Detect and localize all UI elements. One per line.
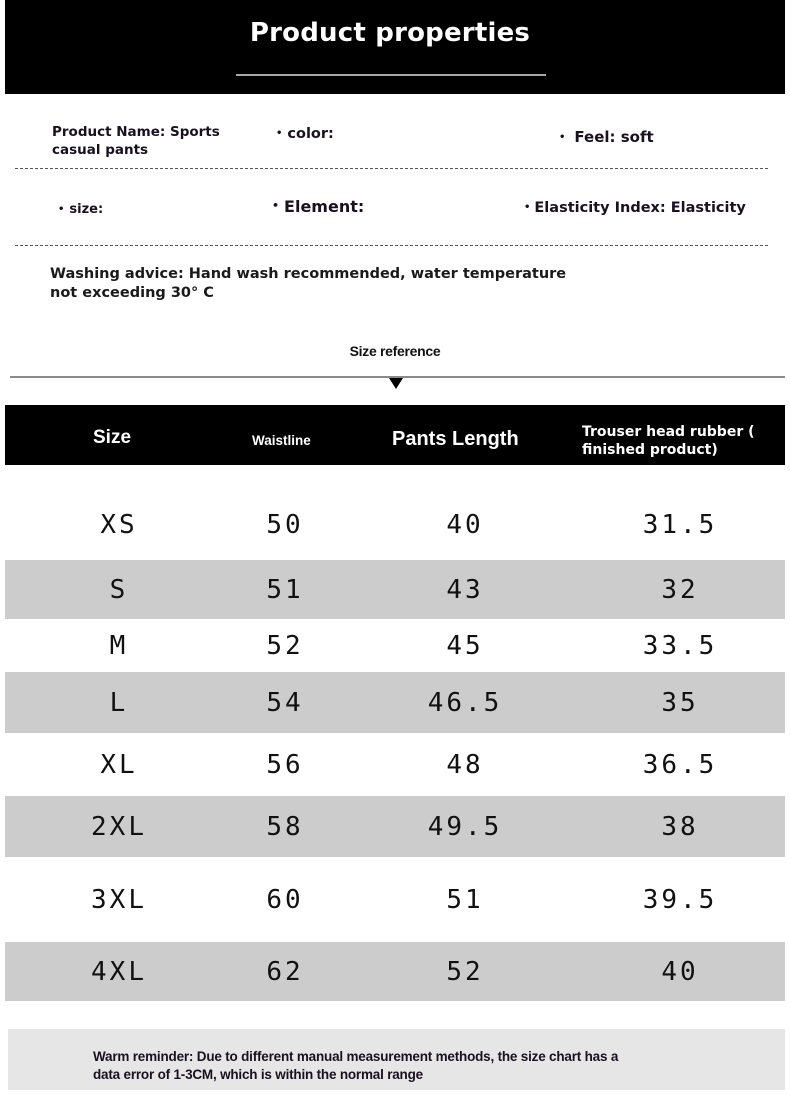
triangle-down-icon (389, 378, 403, 389)
bullet-icon: • (524, 202, 531, 213)
header-size: Size (93, 427, 132, 448)
washing-advice (50, 265, 590, 303)
header-trouser-line1: Trouser head rubber ( (582, 424, 755, 440)
cell-waistline: 56 (266, 749, 304, 780)
cell-waistline: 51 (266, 574, 304, 605)
property-feel (559, 128, 654, 146)
cell-size: XS (100, 510, 138, 540)
cell-waistline: 62 (266, 956, 304, 987)
table-row (5, 942, 785, 1001)
title-underline (236, 74, 546, 76)
cell-size: 3XL (91, 884, 147, 915)
header-pants-length: Pants Length (392, 428, 519, 450)
washing-advice-line1: Washing advice: Hand wash recommended, water temperature (50, 266, 567, 282)
cell-trouser-head-rubber: 33.5 (642, 630, 718, 661)
cell-trouser-head-rubber: 39.5 (642, 884, 718, 915)
table-row (5, 672, 785, 733)
bullet-icon: • (58, 204, 65, 215)
cell-trouser-head-rubber: 36.5 (642, 749, 718, 780)
table-row (5, 619, 785, 672)
cell-pants-length: 48 (446, 749, 484, 780)
divider-dashed (15, 245, 768, 246)
cell-trouser-head-rubber: 38 (661, 811, 699, 842)
cell-waistline: 50 (266, 510, 304, 540)
table-row (5, 733, 785, 796)
size-label: size: (69, 202, 104, 217)
cell-pants-length: 43 (446, 574, 484, 605)
property-elasticity (524, 200, 746, 216)
warm-reminder-line2: data error of 1-3CM, which is within the normal range (93, 1067, 423, 1082)
elasticity-label: Elasticity Index: Elasticity (534, 200, 746, 216)
table-row (5, 480, 785, 570)
cell-waistline: 60 (266, 884, 304, 915)
warm-reminder-line1: Warm reminder: Due to different manual measurement methods, the size chart has a (93, 1049, 619, 1064)
product-name-line1: Product Name: Sports (52, 124, 220, 140)
cell-waistline: 54 (266, 687, 304, 718)
cell-waistline: 52 (266, 630, 304, 661)
cell-size: 4XL (91, 956, 147, 987)
property-size (58, 202, 103, 217)
bullet-icon: • (272, 199, 280, 212)
cell-pants-length: 46.5 (427, 687, 503, 718)
product-name-line2: casual pants (52, 142, 149, 158)
feel-label: Feel: soft (574, 128, 654, 146)
size-table-header (5, 405, 785, 465)
table-row (5, 857, 785, 942)
divider-dashed (15, 168, 768, 169)
cell-pants-length: 49.5 (427, 811, 503, 842)
page-title: Product properties (249, 18, 531, 48)
element-label: Element: (284, 197, 365, 216)
cell-trouser-head-rubber: 35 (661, 687, 699, 718)
cell-trouser-head-rubber: 40 (661, 956, 699, 987)
bullet-icon: • (559, 132, 566, 143)
property-color (276, 126, 334, 142)
cell-trouser-head-rubber: 32 (661, 574, 699, 605)
cell-trouser-head-rubber: 31.5 (642, 510, 718, 540)
warm-reminder-text (93, 1048, 733, 1084)
cell-size: S (109, 574, 129, 605)
color-label: color: (287, 126, 334, 142)
cell-size: L (109, 687, 129, 718)
warm-reminder-box (8, 1029, 785, 1090)
cell-waistline: 58 (266, 811, 304, 842)
header-trouser-line2: finished product) (582, 442, 718, 458)
cell-size: M (109, 630, 129, 661)
washing-advice-line2: not exceeding 30° C (50, 285, 214, 301)
table-row (5, 560, 785, 619)
property-product-name (52, 123, 220, 159)
cell-pants-length: 45 (446, 630, 484, 661)
header-trouser-head-rubber (582, 423, 755, 459)
header-waistline: Waistline (252, 433, 311, 448)
size-reference-heading: Size reference (349, 343, 441, 359)
cell-pants-length: 40 (446, 510, 484, 540)
bullet-icon: • (276, 128, 283, 139)
cell-size: 2XL (91, 811, 147, 842)
cell-pants-length: 52 (446, 956, 484, 987)
cell-size: XL (100, 749, 138, 780)
cell-pants-length: 51 (446, 884, 484, 915)
table-row (5, 796, 785, 857)
property-element (272, 197, 364, 216)
